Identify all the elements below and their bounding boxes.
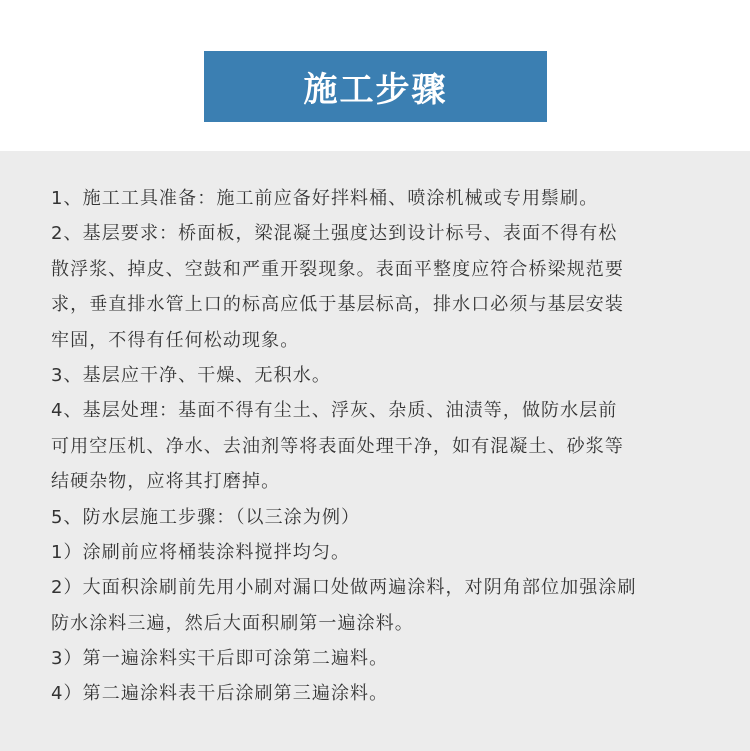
text-line: 3、基层应干净、干燥、无积水。 <box>51 364 331 386</box>
text-line: 3）第一遍涂料实干后即可涂第二遍料。 <box>51 648 389 670</box>
text-line: 1）涂刷前应将桶装涂料搅拌均匀。 <box>51 541 351 563</box>
text-line: 2、基层要求：桥面板，梁混凝土强度达到设计标号、表面不得有松 <box>51 223 618 245</box>
text-line: 求，垂直排水管上口的标高应低于基层标高，排水口必须与基层安装 <box>51 294 624 316</box>
text-line: 1、施工工具准备：施工前应备好拌料桶、喷涂机械或专用鬃刷。 <box>51 188 599 209</box>
text-line: 4、基层处理：基面不得有尘土、浮灰、杂质、油渍等，做防水层前 <box>51 400 618 422</box>
text-line: 防水涂料三遍，然后大面积刷第一遍涂料。 <box>51 612 414 634</box>
text-line: 散浮浆、掉皮、空鼓和严重开裂现象。表面平整度应符合桥梁规范要 <box>51 258 624 280</box>
text-line: 结硬杂物，应将其打磨掉。 <box>51 471 281 493</box>
text-line: 2）大面积涂刷前先用小刷对漏口处做两遍涂料，对阴角部位加强涂刷 <box>51 577 637 599</box>
text-line: 可用空压机、净水、去油剂等将表面处理干净，如有混凝土、砂浆等 <box>51 435 624 457</box>
text-line: 5、防水层施工步骤：（以三涂为例） <box>51 506 361 528</box>
text-line: 4）第二遍涂料表干后涂刷第三遍涂料。 <box>51 683 389 705</box>
step-list <box>51 181 711 712</box>
page-title: 施工步骤 <box>204 51 547 122</box>
text-line: 牢固，不得有任何松动现象。 <box>51 329 300 351</box>
